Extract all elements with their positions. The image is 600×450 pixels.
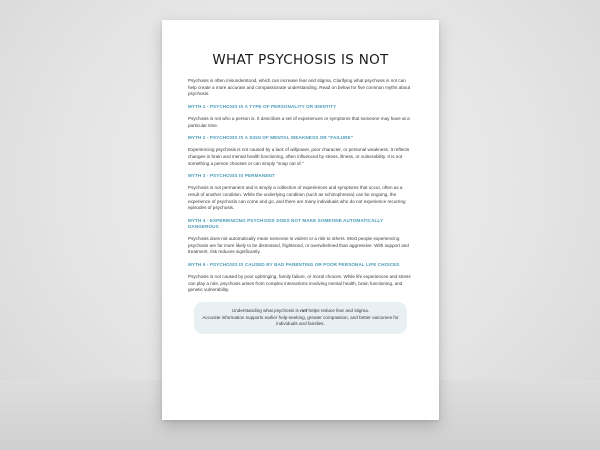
myth-3-body: Psychosis is not permanent and is simply a collection of experiences and symptoms that occur, often as a result of another condition. While the underlying condition (such as schizophrenia) can be ongoing, the experience of psychosis can come and go, and there are many individuals who do not experience recurring episodes of psychosis. <box>188 185 406 211</box>
myth-2-heading: MYTH 2 - PSYCHOSIS IS A SIGN OF MENTAL WEAKNESS OR "FAILURE" <box>188 135 354 141</box>
myth-1-body: Psychosis is not who a person is. It describes a set of experiences or symptoms that someone may have at a particular time. <box>188 115 410 128</box>
callout-line-2: Accurate information supports earlier help-seeking, greater compassion, and better outcomes for individuals and families. <box>202 314 399 327</box>
summary-callout <box>194 302 407 334</box>
callout-text-before: Understanding what psychosis is <box>231 307 301 313</box>
document-page <box>162 20 439 420</box>
myth-5-body: Psychosis is not caused by poor upbringing, family failure, or moral choices. While life experiences and stress can play a role, psychosis arises from complex interactions involving mental health, brain functioning, and genetic vulnerability. <box>188 274 411 293</box>
callout-line-1 <box>202 308 399 315</box>
myth-3-heading: MYTH 3 - PSYCHOSIS IS PERMANENT <box>188 173 275 179</box>
intro-paragraph: Psychosis is often misunderstood, which can increase fear and stigma. Clarifying what psychosis is not can help create a more accurate and compassionate understanding. Read on below for five common myths about psychosis. <box>188 78 411 97</box>
myth-4-heading: MYTH 4 - EXPERIENCING PSYCHOSIS DOES NOT MAKE SOMEONE AUTOMATICALLY DANGEROUS <box>188 217 383 229</box>
myth-5-heading: MYTH 5 - PSYCHOSIS IS CAUSED BY BAD PARENTING OR POOR PERSONAL LIFE CHOICES <box>188 261 400 267</box>
callout-emphasis: not <box>300 307 308 313</box>
myth-4-body: Psychosis does not automatically mean someone is violent or a risk to others. Most people experiencing psychosis are far more likely to be distressed, frightened, or overwhelmed than aggressive. With support and treatment, risk reduces significantly. <box>188 236 409 255</box>
page-title: WHAT PSYCHOSIS IS NOT <box>212 52 389 68</box>
myth-1-heading: MYTH 1 - PSYCHOSIS IS A TYPE OF PERSONALITY OR IDENTITY <box>188 103 337 109</box>
callout-text-after: helps reduce fear and stigma. <box>307 307 370 313</box>
myth-2-body: Experiencing psychosis is not caused by a lack of willpower, poor character, or personal weakness. It reflects changes in brain and mental health functioning, often influenced by stress, illness, or vulnerability. It is not something a person chooses or can simply "snap out of." <box>188 147 410 166</box>
